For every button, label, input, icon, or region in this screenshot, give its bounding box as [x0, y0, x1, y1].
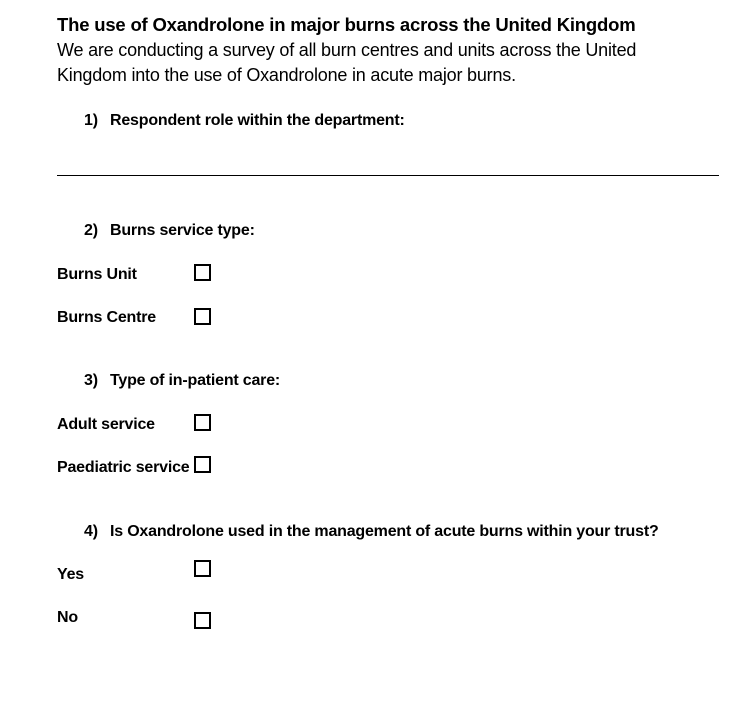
- question-4-text: Is Oxandrolone used in the management of acute burns within your trust?: [110, 523, 659, 540]
- yes-checkbox[interactable]: [194, 560, 211, 577]
- option-burns-centre-label: Burns Centre: [57, 309, 156, 326]
- survey-intro: We are conducting a survey of all burn centres and units across the United Kingdom into the use of Oxandrolone in acute major burns.: [57, 40, 637, 85]
- question-2: [84, 222, 255, 240]
- question-3-number: 3): [84, 372, 98, 389]
- option-yes-label: Yes: [57, 566, 84, 583]
- survey-title: The use of Oxandrolone in major burns across the United Kingdom: [57, 14, 636, 35]
- question-1-number: 1): [84, 112, 98, 129]
- question-4: [84, 523, 659, 541]
- question-4-number: 4): [84, 523, 98, 540]
- question-1: [84, 112, 405, 130]
- option-no-label: No: [57, 609, 78, 626]
- respondent-role-answer-line[interactable]: [57, 175, 719, 176]
- option-burns-unit-label: Burns Unit: [57, 266, 137, 283]
- question-2-text: Burns service type:: [110, 222, 255, 239]
- burns-unit-checkbox[interactable]: [194, 264, 211, 281]
- question-3-text: Type of in-patient care:: [110, 372, 281, 389]
- paediatric-service-checkbox[interactable]: [194, 456, 211, 473]
- question-2-number: 2): [84, 222, 98, 239]
- option-paediatric-service-label: Paediatric service: [57, 459, 190, 476]
- burns-centre-checkbox[interactable]: [194, 308, 211, 325]
- question-3: [84, 372, 280, 390]
- question-1-text: Respondent role within the department:: [110, 112, 405, 129]
- option-adult-service-label: Adult service: [57, 416, 155, 433]
- adult-service-checkbox[interactable]: [194, 414, 211, 431]
- no-checkbox[interactable]: [194, 612, 211, 629]
